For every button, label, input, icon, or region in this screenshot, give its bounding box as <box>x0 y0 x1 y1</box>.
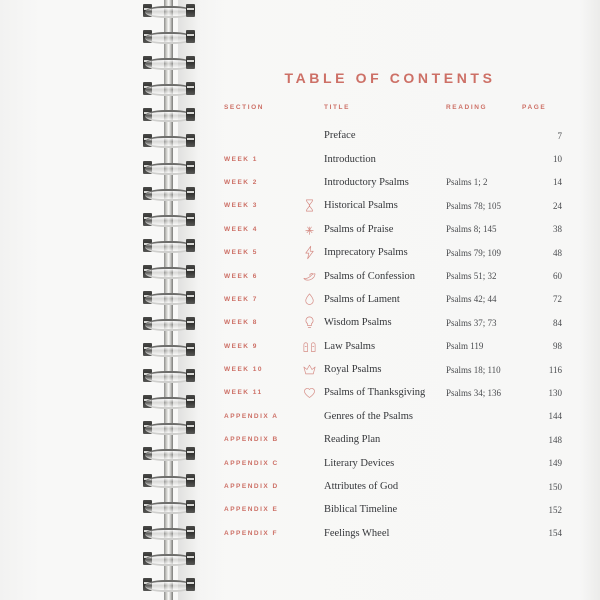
table-row[interactable] <box>224 171 562 194</box>
row-section-label: APPENDIX F <box>224 529 279 537</box>
spiral-coil <box>143 161 195 174</box>
spiral-coil-end <box>186 82 195 95</box>
spiral-coil <box>143 56 195 69</box>
table-row[interactable] <box>224 381 562 404</box>
spiral-coil-end <box>186 291 195 304</box>
table-row[interactable] <box>224 428 562 451</box>
row-reading <box>446 475 522 498</box>
spiral-coil-end <box>186 526 195 539</box>
spiral-coil-end <box>186 134 195 147</box>
spiral-coil-end <box>186 108 195 121</box>
spiral-coil <box>143 134 195 147</box>
table-row[interactable] <box>224 241 562 264</box>
row-section-label <box>224 124 302 147</box>
spiral-coil <box>143 4 195 17</box>
spiral-coil <box>143 395 195 408</box>
spiral-coil <box>143 291 195 304</box>
row-reading <box>446 147 522 170</box>
row-title: Literary Devices <box>324 457 395 469</box>
table-row[interactable] <box>224 194 562 217</box>
column-header-icon <box>302 104 324 124</box>
table-row[interactable] <box>224 451 562 474</box>
row-icon-empty <box>302 498 324 521</box>
spiral-coil-end <box>186 187 195 200</box>
row-title: Royal Psalms <box>324 364 382 376</box>
row-page-number: 98 <box>553 341 562 352</box>
row-icon-empty <box>302 171 324 194</box>
spiral-coil-end <box>186 161 195 174</box>
row-page-number: 7 <box>557 130 562 141</box>
row-reading <box>446 124 522 147</box>
row-section-label: APPENDIX D <box>224 483 279 491</box>
column-header-title: TITLE <box>324 104 351 111</box>
row-title: Psalms of Praise <box>324 223 394 235</box>
row-section-label: WEEK 1 <box>224 155 258 163</box>
spiral-coil-end <box>186 30 195 43</box>
spiral-coil <box>143 500 195 513</box>
row-section-label: WEEK 11 <box>224 389 263 397</box>
row-reading: Psalms 79; 109 <box>446 247 502 258</box>
spiral-coil-end <box>186 578 195 591</box>
row-reading <box>446 522 522 545</box>
spiral-coil-end <box>186 500 195 513</box>
spiral-coil-end <box>186 447 195 460</box>
spiral-coil-end <box>186 317 195 330</box>
row-reading: Psalms 42; 44 <box>446 294 497 305</box>
spiral-coil <box>143 369 195 382</box>
row-reading: Psalms 18; 110 <box>446 364 501 375</box>
spiral-coil-end <box>186 265 195 278</box>
row-title: Imprecatory Psalms <box>324 247 408 259</box>
row-section-label: APPENDIX A <box>224 412 279 420</box>
toc-content <box>224 0 600 600</box>
row-icon-empty <box>302 522 324 545</box>
table-row[interactable] <box>224 264 562 287</box>
row-reading: Psalms 51; 32 <box>446 271 497 282</box>
spiral-coil <box>143 421 195 434</box>
column-header-page: PAGE <box>522 104 547 111</box>
row-page-number: 154 <box>548 528 562 539</box>
row-reading <box>446 405 522 428</box>
row-title: Psalms of Confession <box>324 270 416 282</box>
heart-icon <box>302 381 324 404</box>
table-row[interactable] <box>224 522 562 545</box>
row-title: Introduction <box>324 153 376 165</box>
row-section-label: WEEK 8 <box>224 319 258 327</box>
row-page-number: 144 <box>548 411 562 422</box>
row-page-number: 60 <box>553 271 562 282</box>
row-section-label: WEEK 4 <box>224 225 258 233</box>
row-reading: Psalms 34; 136 <box>446 387 502 398</box>
spiral-coil-end <box>186 343 195 356</box>
table-of-contents <box>224 104 562 545</box>
spiral-coil <box>143 526 195 539</box>
spiral-coil-end <box>186 395 195 408</box>
row-page-number: 116 <box>548 364 562 375</box>
row-page-number: 130 <box>548 387 562 398</box>
row-reading: Psalms 1; 2 <box>446 177 488 188</box>
row-title: Historical Psalms <box>324 200 398 212</box>
table-row[interactable] <box>224 218 562 241</box>
spiral-coil-end <box>186 421 195 434</box>
column-header-section: SECTION <box>224 104 265 111</box>
row-reading <box>446 498 522 521</box>
table-row[interactable] <box>224 335 562 358</box>
row-section-label: WEEK 9 <box>224 342 258 350</box>
row-section-label: APPENDIX C <box>224 459 279 467</box>
row-icon-empty <box>302 147 324 170</box>
spiral-coil <box>143 187 195 200</box>
row-section-label: WEEK 7 <box>224 295 258 303</box>
row-title: Genres of the Psalms <box>324 410 413 422</box>
sunburst-icon <box>302 218 324 241</box>
spiral-coil-end <box>186 213 195 226</box>
spiral-coil-end <box>186 56 195 69</box>
row-icon-empty <box>302 405 324 428</box>
row-section-label: WEEK 6 <box>224 272 258 280</box>
row-icon-empty <box>302 451 324 474</box>
tablets-icon <box>302 335 324 358</box>
table-row[interactable] <box>224 124 562 147</box>
spiral-coil-end <box>186 239 195 252</box>
row-title: Psalms of Lament <box>324 293 400 305</box>
row-reading: Psalms 78; 105 <box>446 200 502 211</box>
row-title: Wisdom Psalms <box>324 317 392 329</box>
row-page-number: 150 <box>548 481 562 492</box>
row-page-number: 149 <box>548 458 562 469</box>
row-title: Preface <box>324 130 356 142</box>
table-row[interactable] <box>224 288 562 311</box>
column-header-reading: READING <box>446 104 488 111</box>
spiral-coil-end <box>186 4 195 17</box>
spiral-coil <box>143 30 195 43</box>
table-row[interactable] <box>224 311 562 334</box>
row-page-number: 14 <box>553 177 562 188</box>
table-row[interactable] <box>224 358 562 381</box>
row-reading <box>446 451 522 474</box>
spiral-coil <box>143 265 195 278</box>
spiral-coil-end <box>186 369 195 382</box>
row-reading: Psalms 37; 73 <box>446 317 497 328</box>
spiral-coil <box>143 317 195 330</box>
row-section-label: WEEK 3 <box>224 202 258 210</box>
row-title: Reading Plan <box>324 434 381 446</box>
hourglass-icon <box>302 194 324 217</box>
row-title: Feelings Wheel <box>324 527 390 539</box>
row-reading <box>446 428 522 451</box>
row-icon-empty <box>302 475 324 498</box>
teardrop-icon <box>302 288 324 311</box>
table-body <box>224 124 562 545</box>
row-section-label: WEEK 5 <box>224 249 258 257</box>
spiral-coil <box>143 552 195 565</box>
row-title: Biblical Timeline <box>324 504 398 516</box>
table-header-row <box>224 104 562 124</box>
row-title: Law Psalms <box>324 340 376 352</box>
row-page-number: 148 <box>548 434 562 445</box>
table-row[interactable] <box>224 405 562 428</box>
row-section-label: WEEK 2 <box>224 178 258 186</box>
spiral-coil <box>143 578 195 591</box>
row-title: Introductory Psalms <box>324 176 409 188</box>
lightbulb-icon <box>302 311 324 334</box>
table-row[interactable] <box>224 475 562 498</box>
table-row[interactable] <box>224 147 562 170</box>
spiral-coil <box>143 108 195 121</box>
spiral-coil <box>143 474 195 487</box>
lightning-icon <box>302 241 324 264</box>
row-page-number: 48 <box>553 247 562 258</box>
spiral-coil <box>143 213 195 226</box>
table-row[interactable] <box>224 498 562 521</box>
row-reading: Psalm 119 <box>446 341 484 352</box>
row-title: Psalms of Thanksgiving <box>324 387 426 399</box>
row-page-number: 10 <box>553 154 562 165</box>
row-section-label: APPENDIX B <box>224 436 279 444</box>
crown-icon <box>302 358 324 381</box>
page-title: TABLE OF CONTENTS <box>284 70 496 86</box>
row-reading: Psalms 8; 145 <box>446 224 497 235</box>
row-page-number: 152 <box>548 504 562 515</box>
row-page-number: 72 <box>553 294 562 305</box>
row-section-label: APPENDIX E <box>224 506 279 514</box>
spiral-coil <box>143 82 195 95</box>
row-page-number: 24 <box>553 200 562 211</box>
row-icon-empty <box>302 124 324 147</box>
dove-icon <box>302 264 324 287</box>
row-title: Attributes of God <box>324 481 399 493</box>
row-page-number: 38 <box>553 224 562 235</box>
row-page-number: 84 <box>553 317 562 328</box>
spiral-coil <box>143 343 195 356</box>
row-section-label: WEEK 10 <box>224 366 264 374</box>
spiral-binding <box>143 0 195 600</box>
spiral-coil <box>143 447 195 460</box>
row-icon-empty <box>302 428 324 451</box>
spiral-coil-end <box>186 552 195 565</box>
spiral-coil <box>143 239 195 252</box>
spiral-coil-end <box>186 474 195 487</box>
